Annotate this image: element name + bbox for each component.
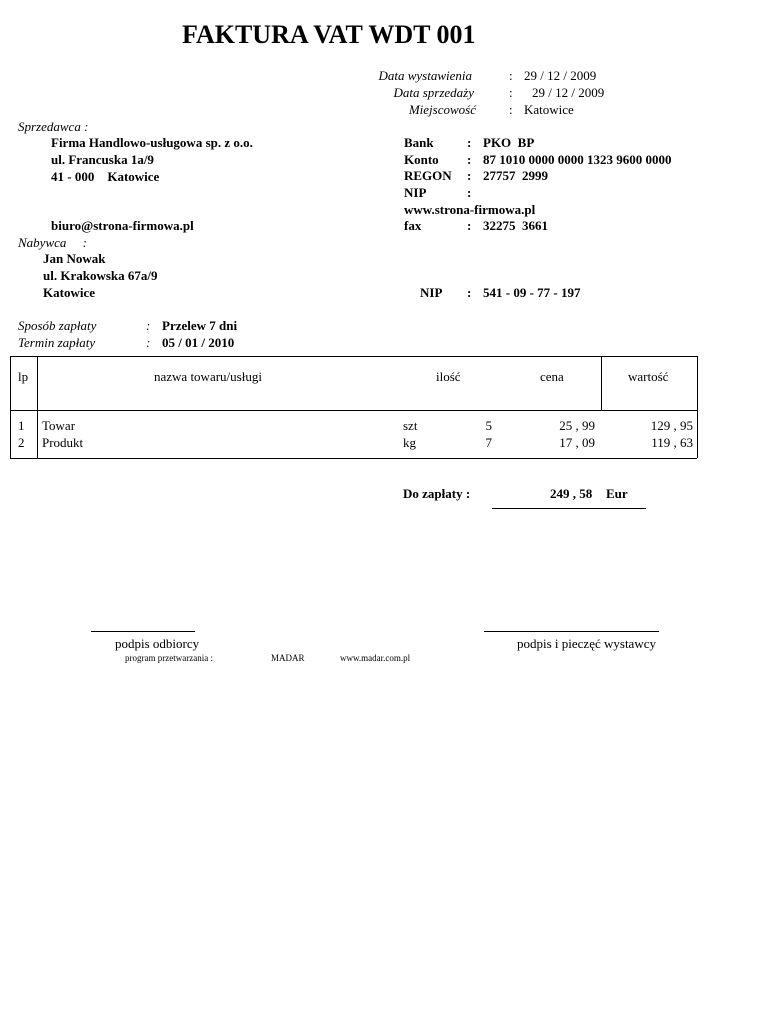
footer-program-name: MADAR (271, 653, 305, 663)
buyer-street: ul. Krakowska 67a/9 (43, 268, 158, 283)
payment-method-value: Przelew 7 dni (162, 318, 238, 333)
table-header-col-divider (601, 356, 602, 410)
seller-nip-label: NIP (404, 185, 427, 200)
seller-street: ul. Francuska 1a/9 (51, 152, 154, 167)
total-underline (492, 508, 646, 509)
buyer-nip-label: NIP (420, 285, 443, 300)
row-qty: 7 (485, 435, 492, 450)
row-qty: 5 (485, 418, 492, 433)
account-value: 87 1010 0000 0000 1323 9600 0000 (483, 152, 672, 167)
row-name: Towar (42, 418, 76, 433)
sale-date-value: 29 / 12 / 2009 (532, 85, 605, 100)
fax-value: 32275 3661 (483, 218, 548, 233)
seller-name: Firma Handlowo-usługowa sp. z o.o. (51, 135, 253, 150)
invoice-title: FAKTURA VAT WDT 001 (182, 20, 476, 49)
issuer-signature-label: podpis i pieczęć wystawcy (517, 636, 656, 651)
total-label: Do zapłaty : (403, 486, 471, 501)
seller-city: 41 - 000 Katowice (51, 169, 160, 184)
buyer-city: Katowice (43, 285, 95, 300)
total-currency: Eur (606, 486, 628, 501)
row-price: 25 , 99 (559, 418, 595, 433)
table-right-border (697, 356, 698, 458)
regon-colon: : (467, 168, 472, 183)
row-lp: 2 (18, 435, 25, 450)
place-value: Katowice (524, 102, 574, 117)
regon-label: REGON (404, 168, 452, 183)
receiver-signature-line (91, 631, 195, 632)
buyer-nip-colon: : (467, 285, 472, 300)
place-label: Miejscowość (408, 102, 476, 117)
receiver-signature-label: podpis odbiorcy (115, 636, 200, 651)
issuer-signature-line (484, 631, 659, 632)
issue-date-colon: : (509, 68, 513, 83)
account-label: Konto (404, 152, 439, 167)
seller-nip-colon: : (467, 185, 472, 200)
bank-label: Bank (404, 135, 434, 150)
buyer-label: Nabywca : (18, 235, 87, 250)
payment-due-value: 05 / 01 / 2010 (162, 335, 235, 350)
footer-program-url: www.madar.com.pl (340, 653, 411, 663)
table-top-border (10, 356, 697, 357)
row-value: 129 , 95 (650, 418, 693, 433)
row-name: Produkt (42, 435, 84, 450)
seller-email: biuro@strona-firmowa.pl (51, 218, 194, 233)
table-header-qty: ilość (436, 369, 461, 384)
fax-label: fax (404, 218, 422, 233)
table-header-price: cena (540, 369, 564, 384)
fax-colon: : (467, 218, 472, 233)
sale-date-colon: : (509, 85, 513, 100)
row-value: 119 , 63 (651, 435, 693, 450)
account-colon: : (467, 152, 472, 167)
table-bottom-border (10, 458, 697, 459)
table-header-divider (10, 410, 697, 411)
row-unit: szt (403, 418, 418, 433)
seller-website: www.strona-firmowa.pl (404, 202, 536, 217)
regon-value: 27757 2999 (483, 168, 548, 183)
place-colon: : (509, 102, 513, 117)
issue-date-value: 29 / 12 / 2009 (524, 68, 597, 83)
buyer-nip-value: 541 - 09 - 77 - 197 (483, 285, 581, 300)
table-left-border (10, 356, 11, 458)
payment-method-label: Sposób zapłaty (18, 318, 97, 333)
row-lp: 1 (18, 418, 25, 433)
table-header-lp: lp (18, 369, 29, 384)
row-price: 17 , 09 (559, 435, 595, 450)
bank-colon: : (467, 135, 472, 150)
payment-due-label: Termin zapłaty (18, 335, 96, 350)
footer-program-label: program przetwarzania : (125, 653, 213, 663)
table-header-name: nazwa towaru/usługi (154, 369, 262, 384)
seller-label: Sprzedawca : (18, 119, 89, 134)
issue-date-label: Data wystawienia (378, 68, 472, 83)
total-value: 249 , 58 (550, 486, 593, 501)
bank-value: PKO BP (483, 135, 535, 150)
payment-due-colon: : (146, 335, 151, 350)
table-col-divider (37, 356, 38, 458)
sale-date-label: Data sprzedaży (393, 85, 474, 100)
buyer-name: Jan Nowak (43, 251, 106, 266)
row-unit: kg (403, 435, 416, 450)
table-header-value: wartość (628, 369, 669, 384)
payment-method-colon: : (146, 318, 151, 333)
